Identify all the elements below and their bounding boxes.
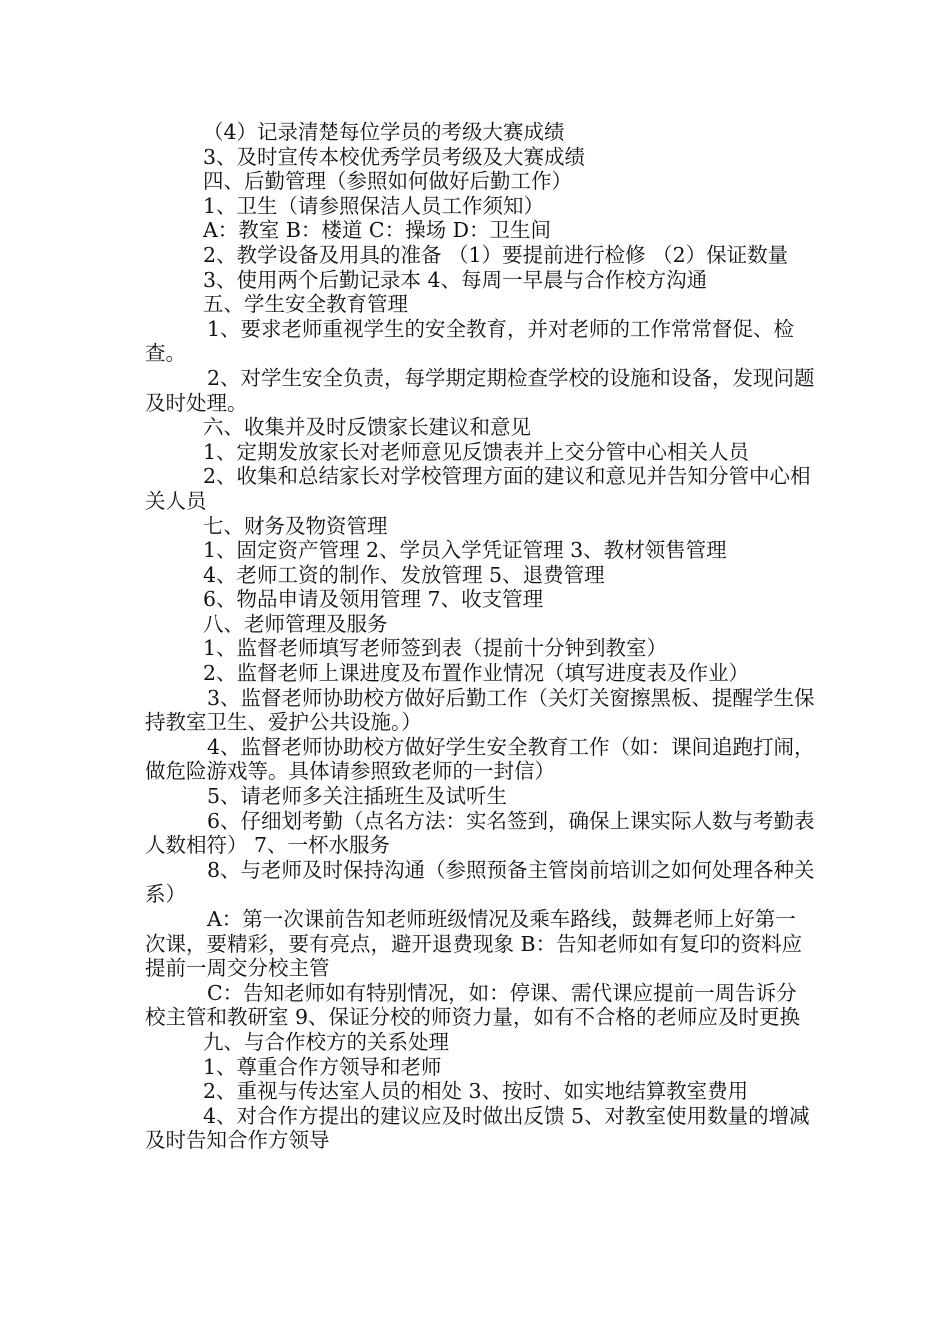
document-body	[145, 120, 815, 1153]
section-heading: 七、财务及物资管理	[203, 513, 388, 538]
paragraph: 8、与老师及时保持沟通（参照预备主管岗前培训之如何处理各种关系）	[145, 857, 815, 907]
paragraph: 6、物品申请及领用管理 7、收支管理	[203, 587, 544, 612]
paragraph: 1、要求老师重视学生的安全教育，并对老师的工作常常督促、检查。	[145, 316, 795, 366]
paragraph: A：教室 B：楼道 C：操场 D：卫生间	[203, 218, 552, 243]
paragraph: （4）记录清楚每位学员的考级大赛成绩	[203, 120, 565, 144]
section-heading: 五、学生安全教育管理	[203, 292, 408, 317]
paragraph: 1、卫生（请参照保洁人员工作须知）	[203, 193, 545, 218]
paragraph: 1、定期发放家长对老师意见反馈表并上交分管中心相关人员	[203, 439, 750, 464]
paragraph: 4、老师工资的制作、发放管理 5、退费管理	[203, 562, 605, 587]
paragraph: C：告知老师如有特别情况，如：停课、需代课应提前一周告诉分校主管和教研室 9、保证分校的师资力量，如有不合格的老师应及时更换	[145, 980, 801, 1030]
section-heading: 六、收集并及时反馈家长建议和意见	[203, 415, 531, 440]
paragraph: A：第一次课前告知老师班级情况及乘车路线，鼓舞老师上好第一次课，要精彩，要有亮点，避开退费现象 B：告知老师如有复印的资料应提前一周交分校主管	[145, 907, 803, 981]
section-heading: 九、与合作校方的关系处理	[203, 1029, 449, 1054]
paragraph: 4、监督老师协助校方做好学生安全教育工作（如：课间追跑打闹，做危险游戏等。具体请参照致老师的一封信）	[145, 734, 815, 784]
paragraph: 2、重视与传达室人员的相处 3、按时、如实地结算教室费用	[203, 1079, 749, 1104]
paragraph: 3、监督老师协助校方做好后勤工作（关灯关窗擦黑板、提醒学生保持教室卫生、爱护公共设施。）	[145, 685, 815, 735]
paragraph: 1、固定资产管理 2、学员入学凭证管理 3、教材领售管理	[203, 538, 727, 563]
paragraph: 6、仔细划考勤（点名方法：实名签到，确保上课实际人数与考勤表人数相符） 7、一杯水服务	[145, 808, 815, 858]
paragraph: 2、收集和总结家长对学校管理方面的建议和意见并告知分管中心相关人员	[145, 464, 811, 513]
paragraph: 5、请老师多关注插班生及试听生	[207, 784, 508, 809]
paragraph: 1、监督老师填写老师签到表（提前十分钟到教室）	[203, 636, 668, 661]
paragraph: 1、尊重合作方领导和老师	[203, 1054, 442, 1079]
paragraph: 3、及时宣传本校优秀学员考级及大赛成绩	[203, 144, 586, 169]
paragraph: 2、监督老师上课进度及布置作业情况（填写进度表及作业）	[203, 661, 750, 686]
paragraph: 4、对合作方提出的建议应及时做出反馈 5、对教室使用数量的增减及时告知合作方领导	[145, 1103, 810, 1153]
paragraph: 2、对学生安全负责，每学期定期检查学校的设施和设备，发现问题及时处理。	[145, 365, 815, 415]
paragraph: 2、教学设备及用具的准备 （1）要提前进行检修 （2）保证数量	[203, 242, 789, 267]
paragraph: 3、使用两个后勤记录本 4、每周一早晨与合作校方沟通	[203, 267, 708, 292]
section-heading: 八、老师管理及服务	[203, 611, 388, 636]
section-heading: 四、后勤管理（参照如何做好后勤工作）	[203, 169, 572, 194]
